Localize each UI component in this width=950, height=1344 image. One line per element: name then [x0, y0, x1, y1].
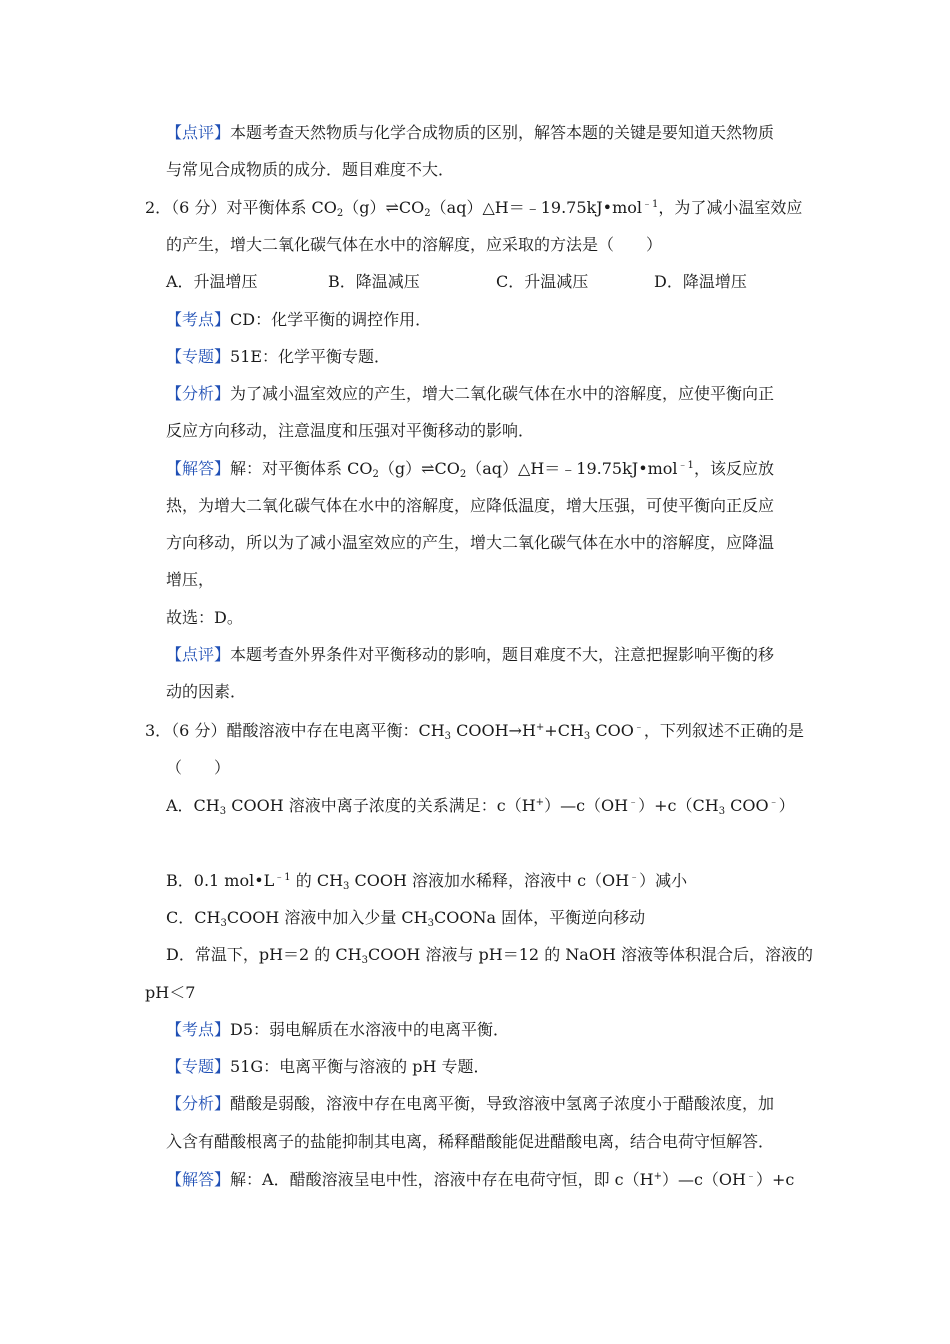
q2-fenxi-cont: 反应方向移动，注意温度和压强对平衡移动的影响．	[166, 421, 535, 440]
dianping-tag: 【点评】	[166, 123, 231, 142]
q3-kaodian: 【考点】D5：弱电解质在水溶液中的电离平衡．	[166, 1020, 510, 1039]
q2-option-c: C．升温减压	[496, 272, 589, 291]
comment-line: 与常见合成物质的成分．题目难度不大．	[166, 160, 455, 179]
q2-dianping: 【点评】本题考查外界条件对平衡移动的影响，题目难度不大，注意把握影响平衡的移	[166, 645, 775, 664]
question-2-stem-cont: 的产生，增大二氧化碳气体在水中的溶解度，应采取的方法是（ ）	[166, 235, 663, 254]
q2-jieda: 【解答】解：对平衡体系 $CO_2(g)\rightleftharpoons CO_2(aq)\triangle H=﹣19.75kJ•mol^{﹣1}$，该反应放	[166, 459, 774, 480]
q3-fenxi-cont: 入含有醋酸根离子的盐能抑制其电离，稀释醋酸能促进醋酸电离，结合电荷守恒解答．	[166, 1132, 775, 1151]
q3-zhuanti: 【专题】51G：电离平衡与溶液的 pH 专题．	[166, 1057, 490, 1076]
q2-option-d: D．降温增压	[654, 272, 747, 291]
q2-fenxi: 【分析】为了减小温室效应的产生，增大二氧化碳气体在水中的溶解度，应使平衡向正	[166, 384, 775, 403]
question-3-stem-cont: （ ）	[166, 758, 231, 777]
q3-option-b: B．0.1 $mol•L^{﹣1}$ 的 $CH_3$ COOH 溶液加水稀释，溶液中 c（OH﹣）减小	[166, 871, 688, 892]
q2-dianping-cont: 动的因素．	[166, 682, 247, 701]
q2-jieda-cont: 方向移动，所以为了减小温室效应的产生，增大二氧化碳气体在水中的溶解度，应降温	[166, 533, 775, 552]
q2-jieda-cont: 增压，	[166, 570, 215, 589]
q2-zhuanti: 【专题】51E：化学平衡专题．	[166, 347, 391, 366]
comment-line: 【点评】本题考查天然物质与化学合成物质的区别，解答本题的关键是要知道天然物质	[166, 123, 775, 142]
q3-option-d: D．常温下，pH＝2 的 $CH_3COOH$ 溶液与 pH＝12 的 NaOH 溶液等体积混合后，溶液的	[166, 945, 813, 966]
q2-option-b: B．降温减压	[328, 272, 420, 291]
q3-fenxi: 【分析】醋酸是弱酸，溶液中存在电离平衡，导致溶液中氢离子浓度小于醋酸浓度，加	[166, 1094, 775, 1113]
question-2-stem: 2．（6 分）对平衡体系 $CO_2(g)\rightleftharpoons CO_2(aq)\triangle H=﹣19.75kJ•mol^{﹣1}$，为了减小温室效应	[145, 198, 803, 219]
q2-option-a: A．升温增压	[166, 272, 258, 291]
q2-choice: 故选：D。	[166, 608, 243, 627]
q2-jieda-cont: 热，为增大二氧化碳气体在水中的溶解度，应降低温度，增大压强，可使平衡向正反应	[166, 496, 775, 515]
q2-kaodian: 【考点】CD：化学平衡的调控作用．	[166, 310, 432, 329]
q3-jieda: 【解答】解：A．醋酸溶液呈电中性，溶液中存在电荷守恒，即 c（H+）—c（OH﹣）+c	[166, 1170, 795, 1189]
q3-option-c: C．$CH_3COOH$ 溶液中加入少量 $CH_3COONa$ 固体，平衡逆向移动	[166, 908, 646, 929]
question-3-stem: 3．（6 分）醋酸溶液中存在电离平衡：$CH_3$ $COOH\to H^++CH_3$ COO﹣，下列叙述不正确的是	[145, 721, 804, 742]
q3-option-a: A．$CH_3$ COOH 溶液中离子浓度的关系满足：$c(H^+)—c(OH^﹣)+c(CH_3$ COO﹣）	[166, 796, 795, 817]
q3-option-d-cont: pH＜7	[145, 983, 196, 1002]
